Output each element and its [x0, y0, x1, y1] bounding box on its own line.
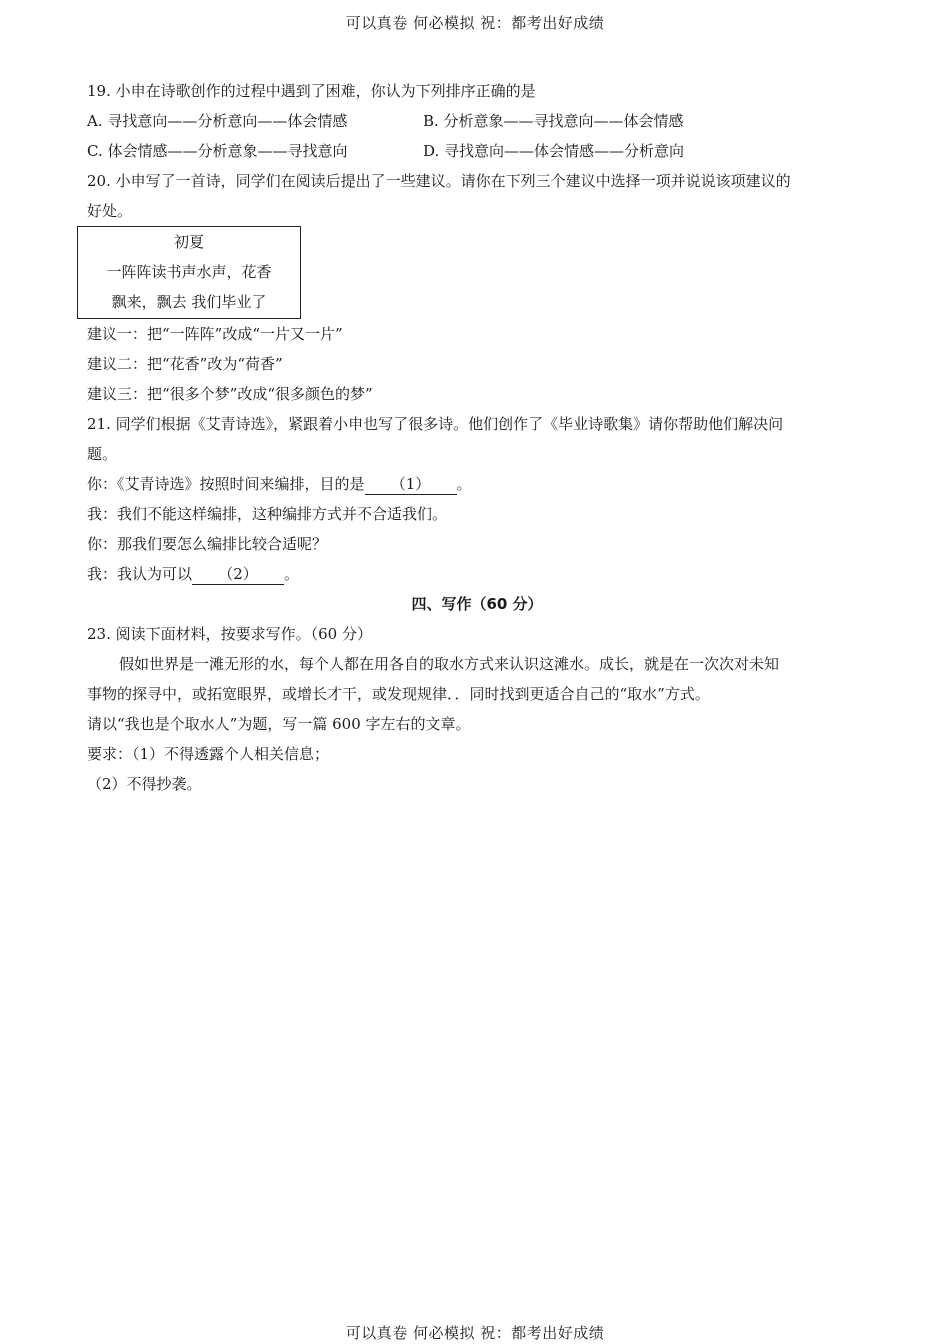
q20-stem-line1: 20. 小申写了一首诗，同学们在阅读后提出了一些建议。请你在下列三个建议中选择一项并说说该项建议的 [87, 172, 791, 190]
q19-options-row-1 [87, 106, 867, 136]
answer-blank-2[interactable]: （2） [192, 564, 284, 585]
q19-option-d: D. 寻找意向——体会情感——分析意向 [423, 142, 685, 160]
q23-stem: 23. 阅读下面材料，按要求写作。（60 分） [87, 625, 372, 643]
q19-options-row-2 [87, 136, 867, 166]
poem-line-2: 飘来，飘去 我们毕业了 [111, 293, 267, 311]
q21-dialogue-4 [87, 559, 867, 589]
q23-requirement-1: 要求：（1）不得透露个人相关信息； [87, 745, 330, 763]
suggestion-1: 建议一：把“一阵阵”改成“一片又一片” [87, 325, 343, 343]
exam-content [87, 76, 867, 799]
q21-dialogue-1-prefix: 你：《艾青诗选》按照时间来编排，目的是 [87, 475, 365, 493]
suggestion-3: 建议三：把“很多个梦”改成“很多颜色的梦” [87, 385, 373, 403]
poem-line-1: 一阵阵读书声水声，花香 [106, 263, 272, 281]
q21-dialogue-1 [87, 469, 867, 499]
page-footer: 可以真卷 何必模拟 祝：都考出好成绩 [345, 1324, 605, 1342]
q21-stem-line1: 21. 同学们根据《艾青诗选》，紧跟着小申也写了很多诗。他们创作了《毕业诗歌集》请你帮助他们解决问 [87, 415, 784, 433]
q20-stem-line2: 好处。 [87, 202, 133, 220]
poem-title: 初夏 [173, 233, 204, 251]
q19-stem: 19. 小申在诗歌创作的过程中遇到了困难，你认为下列排序正确的是 [87, 82, 536, 100]
answer-blank-1[interactable]: （1） [365, 474, 457, 495]
q21-dialogue-1-suffix: 。 [456, 475, 472, 493]
q19-option-c: C. 体会情感——分析意象——寻找意向 [87, 142, 348, 160]
page-header: 可以真卷 何必模拟 祝：都考出好成绩 [345, 14, 605, 32]
section-title-writing: 四、写作（60 分） [411, 595, 543, 613]
q23-requirement-2: （2）不得抄袭。 [87, 775, 202, 793]
q23-material-line-2: 事物的探寻中，或拓宽眼界，或增长才干，或发现规律．．同时找到更适合自己的“取水”方式。 [87, 685, 710, 703]
suggestion-2: 建议二：把“花香”改为“荷香” [87, 355, 283, 373]
q23-material-line-1: 假如世界是一滩无形的水，每个人都在用各自的取水方式来认识这滩水。成长，就是在一次次对未知 [119, 655, 780, 673]
q19-option-a: A. 寻找意向——分析意向——体会情感 [87, 112, 348, 130]
q21-dialogue-4-suffix: 。 [284, 565, 300, 583]
q23-prompt: 请以“我也是个取水人”为题，写一篇 600 字左右的文章。 [87, 715, 471, 733]
poem-box [77, 226, 301, 319]
q21-dialogue-3: 你：那我们要怎么编排比较合适呢？ [87, 535, 328, 553]
q21-dialogue-2: 我：我们不能这样编排，这种编排方式并不合适我们。 [87, 505, 448, 523]
q19-option-b: B. 分析意象——寻找意向——体会情感 [423, 112, 684, 130]
q21-stem-line2: 题。 [87, 445, 118, 463]
q21-dialogue-4-prefix: 我：我认为可以 [87, 565, 193, 583]
